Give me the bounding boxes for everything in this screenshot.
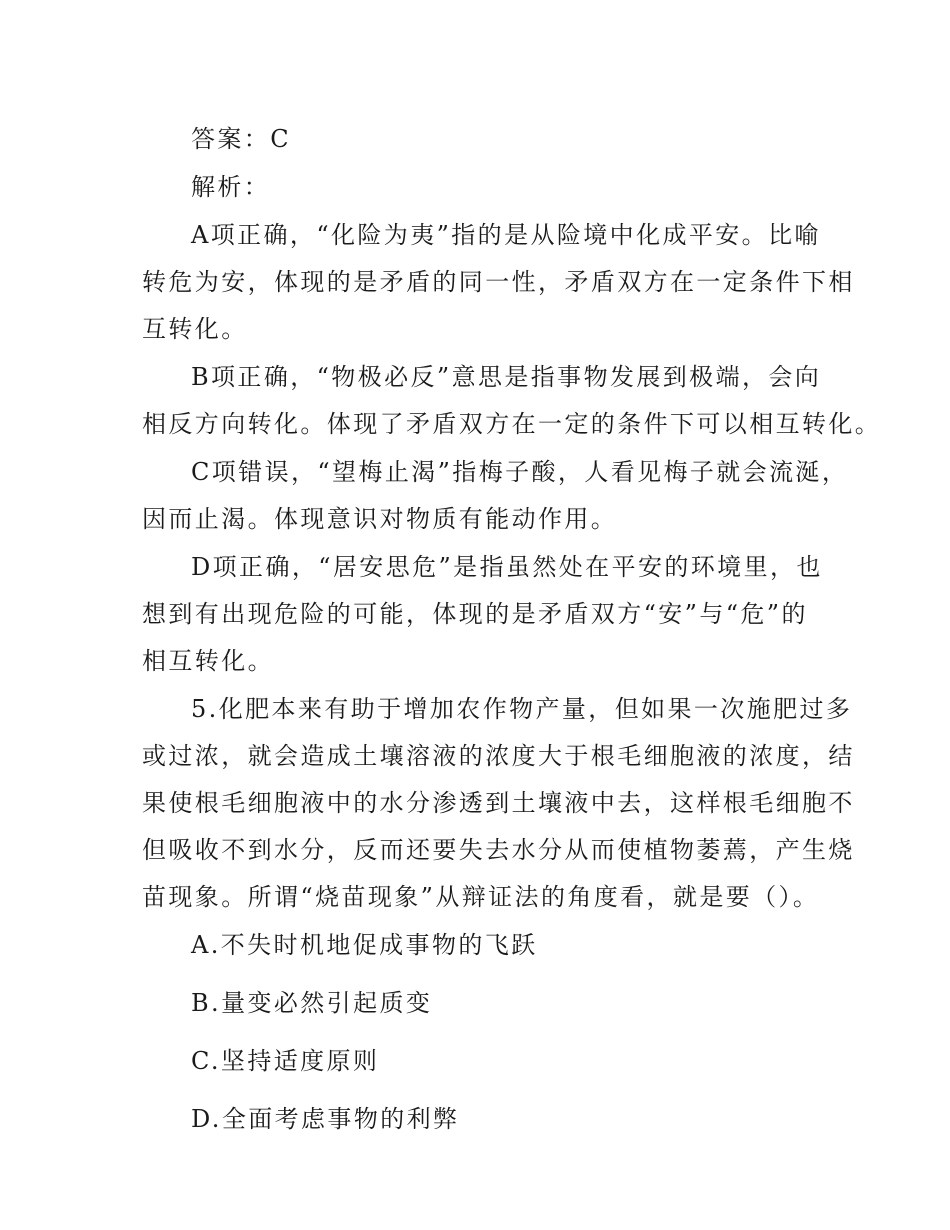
analysis-c-line-1: C项错误，“望梅止渴”指梅子酸，人看见梅子就会流涎， <box>191 458 849 486</box>
option-d: D.全面考虑事物的利弊 <box>191 1105 460 1133</box>
question-line-5: 苗现象。所谓“烧苗现象”从辩证法的角度看，就是要（）。 <box>142 883 820 911</box>
option-c: C.坚持适度原则 <box>191 1047 380 1075</box>
option-a: A.不失时机地促成事物的飞跃 <box>191 931 538 959</box>
analysis-c-line-2: 因而止渴。体现意识对物质有能动作用。 <box>142 505 618 533</box>
analysis-d-line-1: D项正确，“居安思危”是指虽然处在平安的环境里，也 <box>191 553 823 581</box>
analysis-b-line-2: 相反方向转化。体现了矛盾双方在一定的条件下可以相互转化。 <box>142 410 882 438</box>
question-line-2: 或过浓，就会造成土壤溶液的浓度大于根毛细胞液的浓度，结 <box>142 742 855 770</box>
question-options <box>142 922 810 1143</box>
analysis-b-line-1: B项正确，“物极必反”意思是指事物发展到极端，会向 <box>191 363 822 391</box>
analysis-a-line-2: 转危为安，体现的是矛盾的同一性，矛盾双方在一定条件下相 <box>142 268 855 296</box>
analysis-label: 解析： <box>191 173 271 201</box>
analysis-a-line-1: A项正确，“化险为夷”指的是从险境中化成平安。比喻 <box>191 221 821 249</box>
question-line-1: 5.化肥本来有助于增加农作物产量，但如果一次施肥过多 <box>191 695 853 723</box>
analysis-d-line-3: 相互转化。 <box>142 647 274 675</box>
analysis-a-line-3: 互转化。 <box>142 315 248 343</box>
analysis-item-d <box>142 544 823 685</box>
analysis-item-c <box>142 449 849 543</box>
question-line-4: 但吸收不到水分，反而还要失去水分从而使植物萎蔫，产生烧 <box>142 836 855 864</box>
analysis-d-line-2: 想到有出现危险的可能，体现的是矛盾双方“安”与“危”的 <box>142 600 808 628</box>
analysis-item-b <box>142 354 882 448</box>
question-5 <box>142 686 855 921</box>
question-line-3: 果使根毛细胞液中的水分渗透到土壤液中去，这样根毛细胞不 <box>142 789 855 817</box>
answer-label: 答案：C <box>191 125 291 153</box>
analysis-item-a <box>142 212 855 353</box>
option-b: B.量变必然引起质变 <box>191 989 433 1017</box>
